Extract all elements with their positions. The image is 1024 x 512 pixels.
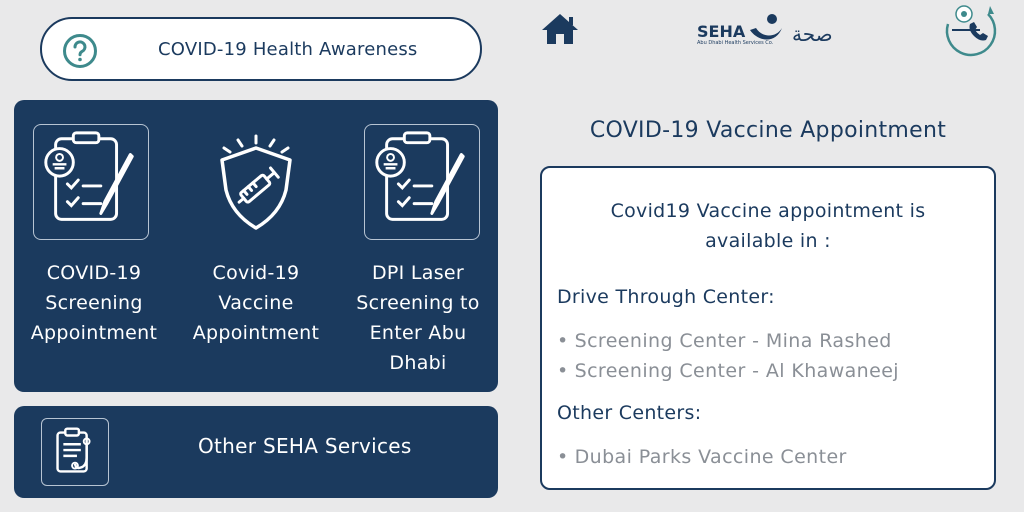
seha-logo-arabic: صحة bbox=[792, 22, 833, 46]
covid-hotline-logo bbox=[938, 0, 1000, 62]
seha-logo-text: SEHA bbox=[697, 22, 746, 41]
seha-logo-subtitle: Abu Dhabi Health Services Co. bbox=[697, 40, 774, 46]
list-item: • Screening Center - Mina Rashed bbox=[557, 330, 892, 352]
screening-form-icon bbox=[364, 124, 480, 240]
list-item: • Screening Center - Al Khawaneej bbox=[557, 360, 899, 382]
other-centers-heading: Other Centers: bbox=[557, 402, 702, 424]
dpi-laser-screening-button[interactable] bbox=[338, 100, 498, 392]
covid-vaccine-appointment-label: Covid-19 Vaccine Appointment bbox=[192, 262, 320, 344]
appointment-intro-line2: available in : bbox=[705, 230, 831, 252]
health-awareness-button[interactable] bbox=[40, 17, 482, 81]
vaccine-appointment-title: COVID-19 Vaccine Appointment bbox=[589, 118, 947, 143]
clipboard-stethoscope-icon bbox=[41, 418, 109, 486]
dpi-laser-screening-label: DPI Laser Screening to Enter Abu Dhabi bbox=[356, 262, 480, 374]
appointment-intro bbox=[542, 196, 994, 256]
seha-swoosh-icon bbox=[746, 12, 786, 46]
vaccine-shield-icon bbox=[214, 134, 298, 232]
other-seha-services-label: Other SEHA Services bbox=[198, 434, 412, 458]
covid-screening-appointment-button[interactable] bbox=[14, 100, 174, 392]
health-awareness-label: COVID-19 Health Awareness bbox=[158, 39, 418, 60]
screening-form-icon bbox=[33, 124, 149, 240]
covid-screening-appointment-label: COVID-19 Screening Appointment bbox=[30, 262, 158, 344]
list-item: • Dubai Parks Vaccine Center bbox=[557, 446, 847, 468]
drive-through-heading: Drive Through Center: bbox=[557, 286, 775, 308]
question-circle-icon bbox=[62, 33, 98, 69]
services-panel bbox=[14, 100, 498, 392]
home-icon[interactable] bbox=[540, 12, 580, 46]
appointment-intro-line1: Covid19 Vaccine appointment is bbox=[610, 200, 926, 222]
other-seha-services-button[interactable] bbox=[14, 406, 498, 498]
seha-logo bbox=[694, 10, 840, 50]
covid-vaccine-appointment-button[interactable] bbox=[176, 100, 336, 392]
appointment-info-card bbox=[540, 166, 996, 490]
